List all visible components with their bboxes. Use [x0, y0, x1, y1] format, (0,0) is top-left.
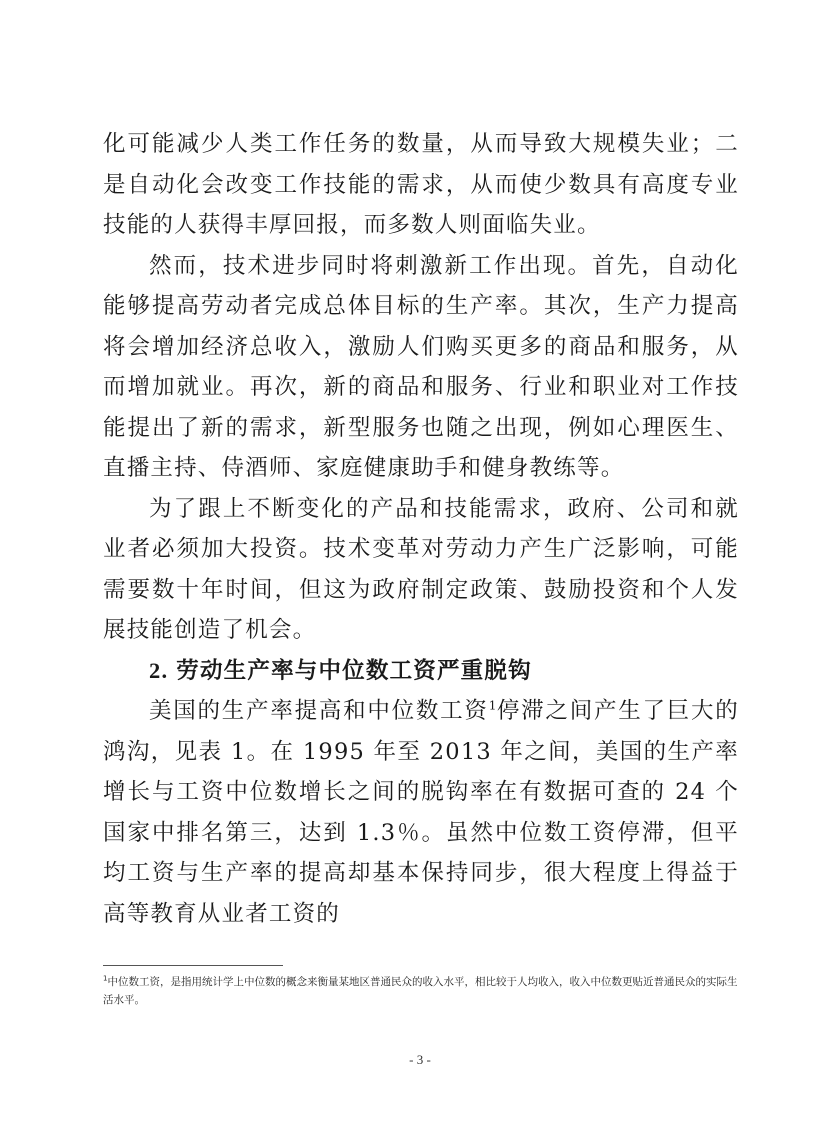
paragraph-text-rest: 停滞之间产生了巨大的鸿沟，见表 1。在 1995 年至 2013 年之间，美国的生产率增长与工资中位数增长之间的脱钩率在有数据可查的 24 个国家中排名第三，达到 1.3％。虽然中位数工资停滞，但平均工资与生产率的提高却基本保持同步，很大程度上得益于高等教育从业者工资的	[103, 698, 739, 927]
paragraph-investment: 为了跟上不断变化的产品和技能需求，政府、公司和就业者必须加大投资。技术变革对劳动力产生广泛影响，可能需要数十年时间，但这为政府制定政策、鼓励投资和个人发展技能创造了机会。	[103, 495, 739, 643]
section-title: 劳动生产率与中位数工资严重脱钩	[176, 657, 532, 684]
section-heading	[103, 651, 739, 692]
footnote-marker: 1	[103, 974, 108, 983]
paragraph-technology-progress: 然而，技术进步同时将刺激新工作出现。首先，自动化能够提高劳动者完成总体目标的生产率。其次，生产力提高将会增加经济总收入，激励人们购买更多的商品和服务，从而增加就业。再次，新的商品和服务、行业和职业对工作技能提出了新的需求，新型服务也随之出现，例如心理医生、直播主持、侍酒师、家庭健康助手和健身教练等。	[103, 252, 739, 481]
section-number: 2.	[149, 657, 169, 683]
paragraph-text-start: 美国的生产率提高和中位数工资	[149, 698, 489, 724]
paragraph-continuation: 化可能减少人类工作任务的数量，从而导致大规模失业；二是自动化会改变工作技能的需求，从而使少数具有高度专业技能的人获得丰厚回报，而多数人则面临失业。	[103, 131, 739, 238]
body-text	[103, 124, 739, 934]
footnote-reference[interactable]: 1	[488, 698, 497, 713]
page-number: - 3 -	[409, 1052, 431, 1067]
footnote-text: 中位数工资，是指用统计学上中位数的概念来衡量某地区普通民众的收入水平，相比较于人均收入，收入中位数更贴近普通民众的实际生活水平。	[103, 976, 738, 1006]
footnote-separator	[103, 965, 283, 966]
paragraph-productivity-wage	[103, 691, 739, 934]
footnote	[103, 973, 739, 1009]
